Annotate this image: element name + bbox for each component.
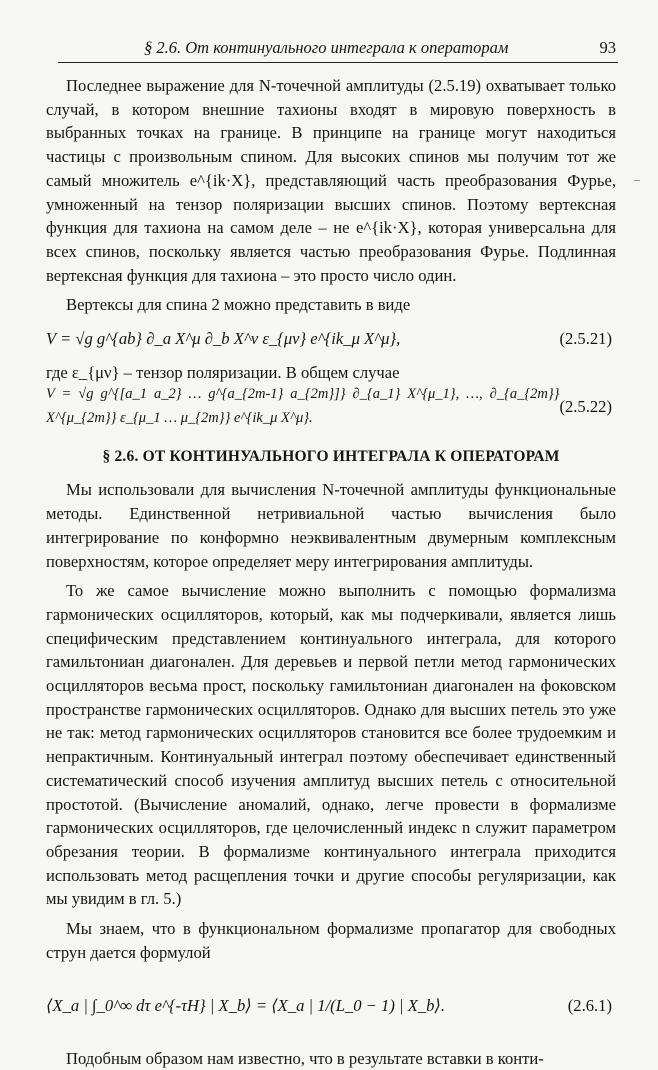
- equation-number: (2.5.22): [559, 395, 616, 419]
- paragraph-6: Мы знаем, что в функциональном формализме пропагатор для свободных струн дается формулой: [46, 917, 616, 964]
- running-header: [58, 36, 618, 63]
- section-heading: § 2.6. ОТ КОНТИНУАЛЬНОГО ИНТЕГРАЛА К ОПЕРАТОРАМ: [46, 445, 616, 469]
- equation-2-6-1: [46, 977, 616, 1035]
- paragraph-1: Последнее выражение для N-точечной амплитуды (2.5.19) охватывает только случай, в котором внешние тахионы входят в мировую поверхность в выбранных точках на границе. В принципе на границе могут находиться частицы с произвольным спином. Для высоких спинов мы получим тот же самый множитель e^{ik·X}, представляющий часть преобразования Фурье, умноженный на тензор поляризации высших спинов. Поэтому вертексная функция для тахиона на самом деле – не e^{ik·X}, которая универсальна для всех спинов, поскольку является частью преобразования Фурье. Подлинная вертексная функция для тахиона – это просто число один.: [46, 74, 616, 287]
- paragraph-2: Вертексы для спина 2 можно представить в виде: [46, 293, 616, 317]
- paragraph-7: Подобным образом нам известно, что в результате вставки в конти-: [46, 1047, 616, 1070]
- page-number: 93: [600, 38, 617, 58]
- paragraph-4: Мы использовали для вычисления N-точечной амплитуды функциональные методы. Единственной нетривиальной частью вычисления было интегрирование по конформно неэквивалентным двумерным комплексным поверхностям, которое определяет меру интегрирования амплитуды.: [46, 478, 616, 573]
- equation-body: ⟨X_a | ∫_0^∞ dτ e^{-τH} | X_b⟩ = ⟨X_a | 1/(L_0 − 1) | X_b⟩.: [46, 994, 445, 1018]
- page-body: [46, 74, 616, 1070]
- equation-2-5-21: [46, 321, 616, 357]
- margin-mark: [634, 180, 640, 181]
- equation-2-5-22: [46, 389, 616, 425]
- paragraph-5: То же самое вычисление можно выполнить с помощью формализма гармонических осцилляторов, который, как мы подчеркивали, является лишь специфическим представлением континуального интеграла, для которого гамильтониан диагонален. Для деревьев и первой петли метод гармонических осцилляторов весьма прост, поскольку гамильтониан диагонален на фоковском пространстве гармонических осцилляторов. Однако для высших петель это уже не так: метод гармонических осцилляторов становится все более трудоемким и непрактичным. Континуальный интеграл поэтому обеспечивает единственный систематический способ изучения амплитуд высших петель с относительной простотой. (Вычисление аномалий, однако, легче провести в формализме гармонических осцилляторов, где целочисленный индекс n служит параметром обрезания теории. В формализме континуального интеграла приходится использовать метод расщепления точки и другие способы регуляризации, как мы увидим в гл. 5.): [46, 579, 616, 911]
- paragraph-3: где ε_{μν} – тензор поляризации. В общем случае: [46, 361, 616, 385]
- equation-number: (2.6.1): [568, 994, 616, 1018]
- equation-number: (2.5.21): [559, 327, 616, 351]
- equation-body: V = √g g^{[a_1 a_2} … g^{a_{2m-1} a_{2m}]} ∂_{a_1} X^{μ_1}, …, ∂_{a_{2m}} X^{μ_{2m}} ε_{μ_1 … μ_{2m}} e^{ik_μ X^μ}.: [46, 383, 559, 430]
- running-title: § 2.6. От континуального интеграла к операторам: [144, 38, 508, 58]
- equation-body: V = √g g^{ab} ∂_a X^μ ∂_b X^ν ε_{μν} e^{ik_μ X^μ},: [46, 327, 400, 351]
